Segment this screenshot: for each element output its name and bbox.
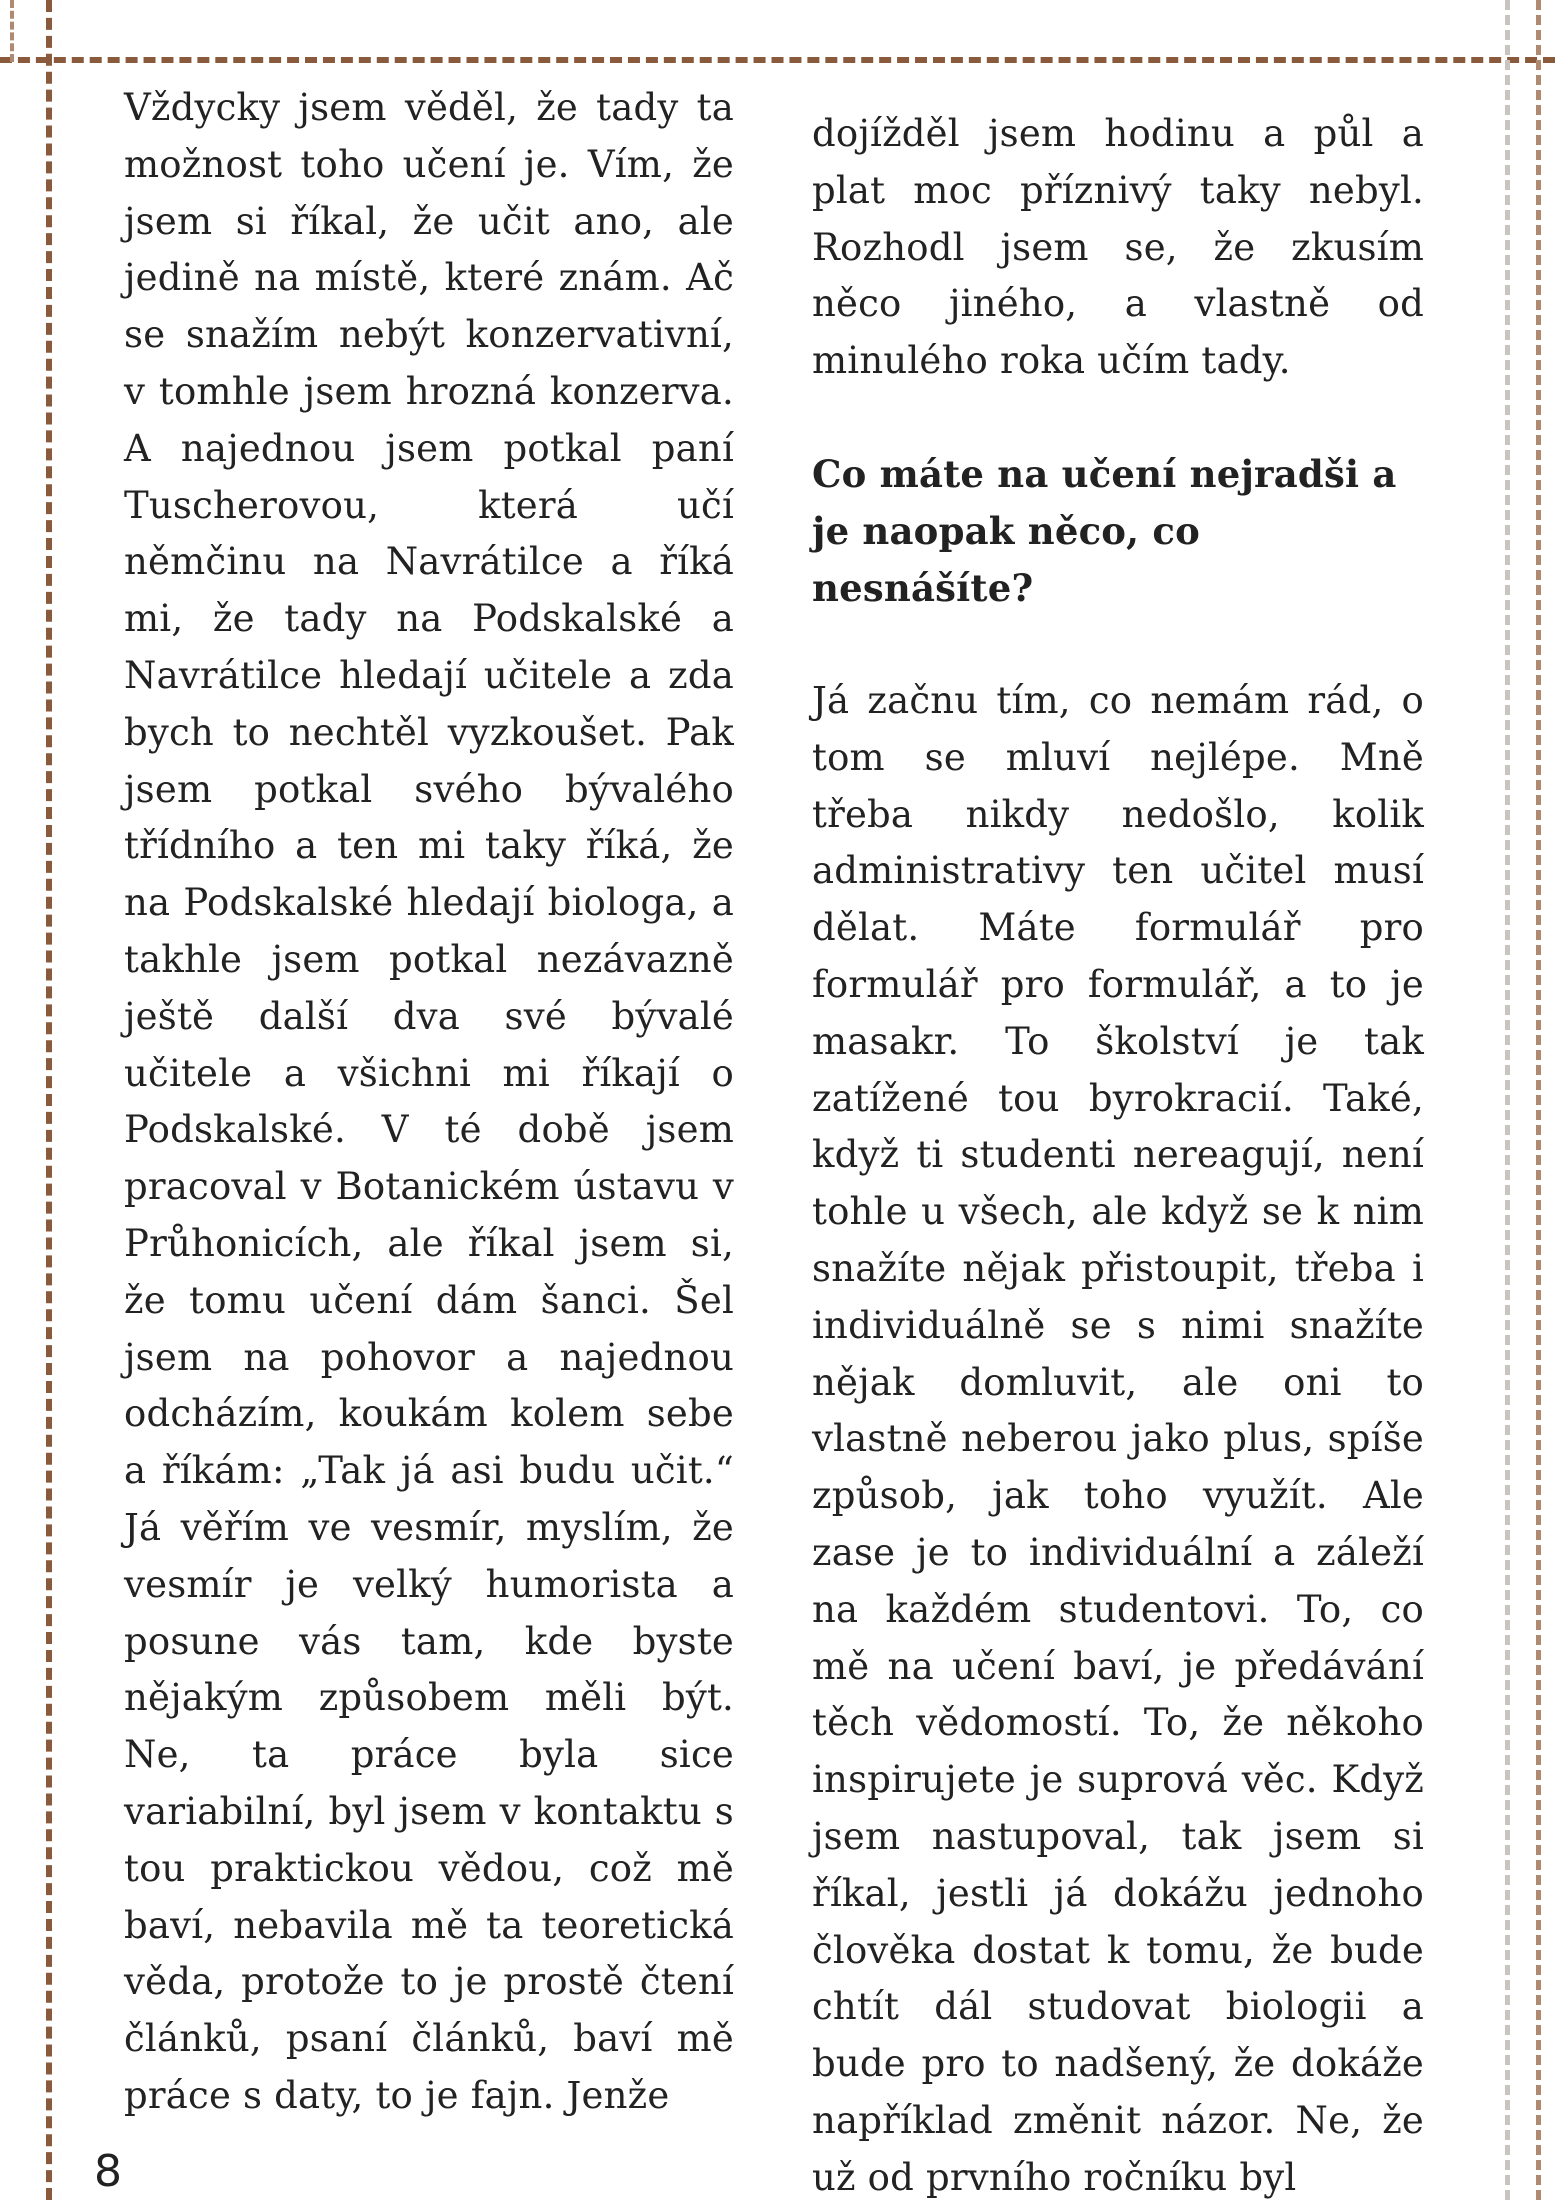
right-intro-paragraph: dojížděl jsem hodinu a půl a plat moc příznivý taky nebyl. Rozhodl jsem se, že zkusím něco jiného, a vlastně od minulého roka učím tady. (812, 112, 1424, 383)
left-dashed-border (46, 0, 52, 2200)
right-text-column (812, 106, 1424, 2207)
left-outer-dashed-border (10, 0, 14, 62)
left-paragraph: Vždycky jsem věděl, že tady ta možnost toho učení je. Vím, že jsem si říkal, že učit ano, ale jedině na místě, které znám. Ač se snažím nebýt konzervativní, v tomhle jsem hrozná konzerva. A najednou jsem potkal paní Tuscherovou, která učí němčinu na Navrátilce a říká mi, že tady na Podskalské a Navrátilce hledají učitele a zda bych to nechtěl vyzkoušet. Pak jsem potkal svého bývalého třídního a ten mi taky říká, že na Podskalské hledají biologa, a takhle jsem potkal nezávazně ještě další dva své bývalé učitele a všichni mi říkají o Podskalské. V té době jsem pracoval v Botanickém ústavu v Průhonicích, ale říkal jsem si, že tomu učení dám šanci. Šel jsem na pohovor a najednou odcházím, koukám kolem sebe a říkám: „Tak já asi budu učit.“ Já věřím ve vesmír, myslím, že vesmír je velký humorista a posune vás tam, kde byste nějakým způsobem měli být. Ne, ta práce byla sice variabilní, byl jsem v kontaktu s tou praktickou vědou, což mě baví, nebavila mě ta teoretická věda, protože to je prostě čtení článků, psaní článků, baví mě práce s daty, to je fajn. Jenže (124, 86, 734, 2117)
right-inner-dashed-border (1505, 0, 1510, 2200)
interview-question: Co máte na učení nejradši a je naopak něco, co nesnášíte? (812, 451, 1397, 610)
interview-answer: Já začnu tím, co nemám rád, o tom se mluví nejlépe. Mně třeba nikdy nedošlo, kolik administrativy ten učitel musí dělat. Máte formulář pro formulář pro formulář, a to je masakr. To školství je tak zatížené tou byrokracií. Také, když ti studenti nereagují, není tohle u všech, ale když se k nim snažíte nějak přistoupit, třeba i individuálně se s nimi snažíte nějak domluvit, ale oni to vlastně neberou jako plus, spíše způsob, jak toho využít. Ale zase je to individuální a záleží na každém studentovi. To, co mě na učení baví, je předávání těch vědomostí. To, že někoho inspirujete je suprová věc. Když jsem nastupoval, tak jsem si říkal, jestli já dokážu jednoho člověka dostat k tomu, že bude chtít dál studovat biologii a bude pro to nadšený, že dokáže například změnit názor. Ne, že už od prvního ročníku byl (812, 678, 1424, 2199)
left-text-column (124, 80, 734, 2125)
top-dashed-border (0, 57, 1555, 63)
right-outer-dashed-border (1536, 0, 1541, 2200)
page-number: 8 (94, 2146, 122, 2197)
